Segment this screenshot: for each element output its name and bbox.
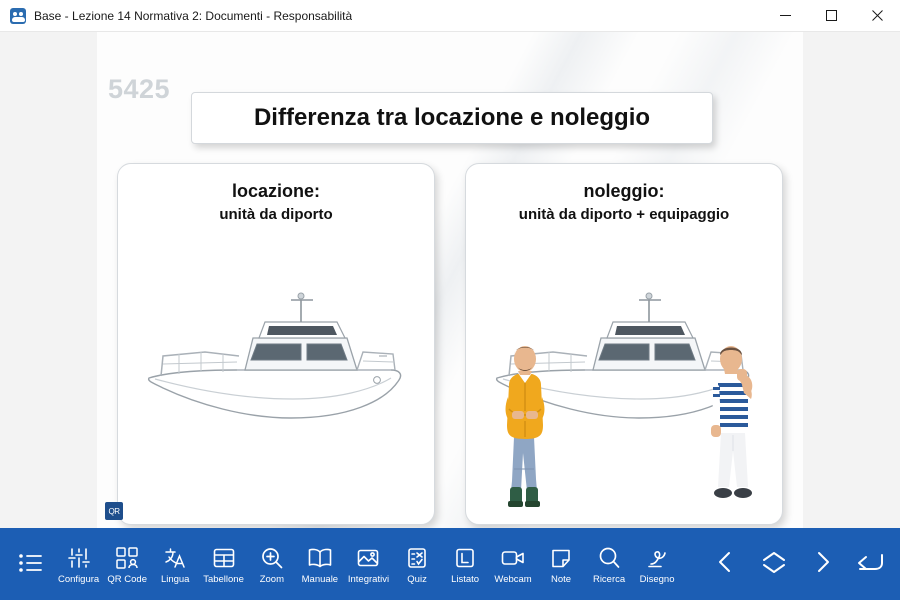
- toolbar-item-configura[interactable]: [54, 532, 103, 596]
- toolbar-item-menu[interactable]: [6, 532, 54, 596]
- person-yellow-jacket: [496, 341, 554, 518]
- pen-icon: [645, 544, 669, 572]
- toolbar-item-quiz[interactable]: [393, 532, 441, 596]
- return-arrow-icon: [855, 549, 885, 580]
- title-bar-left: [0, 8, 762, 24]
- toolbar-item-webcam[interactable]: [489, 532, 537, 596]
- toolbar-label: Lingua: [160, 573, 190, 585]
- page-title: Differenza tra locazione e noleggio: [253, 104, 651, 131]
- note-icon: [549, 544, 573, 572]
- toolbar-item-listato[interactable]: [441, 532, 489, 596]
- title-bar: [0, 0, 900, 32]
- toolbar-item-note[interactable]: [537, 532, 585, 596]
- book-icon: [307, 544, 333, 572]
- slide-canvas[interactable]: [97, 32, 803, 528]
- qr-code-icon: [115, 544, 139, 572]
- chevron-left-icon: [713, 549, 739, 580]
- toolbar-item-zoom[interactable]: [248, 532, 296, 596]
- toolbar-label: Ricerca: [592, 573, 626, 585]
- panel-subtitle: unità da diporto + equipaggio: [518, 205, 730, 223]
- maximize-icon[interactable]: [808, 0, 854, 32]
- webcam-icon: [500, 544, 526, 572]
- panel-artwork: [118, 260, 434, 524]
- toolbar-item-qr-code[interactable]: [103, 532, 151, 596]
- image-icon: [356, 544, 380, 572]
- magnifier-plus-icon: [260, 544, 284, 572]
- panel-noleggio[interactable]: [465, 163, 783, 525]
- back-button[interactable]: [846, 532, 894, 596]
- grid-icon: [212, 544, 236, 572]
- toolbar-item-integrativi[interactable]: [344, 532, 393, 596]
- toolbar-item-ricerca[interactable]: [585, 532, 633, 596]
- toolbar-label: Integrativi: [347, 573, 390, 585]
- bottom-toolbar: [0, 528, 900, 600]
- slide-stage: [0, 32, 900, 528]
- minimize-icon[interactable]: [762, 0, 808, 32]
- toolbar-item-disegno[interactable]: [633, 532, 681, 596]
- panels-container: [97, 163, 803, 525]
- listing-icon: [453, 544, 477, 572]
- toolbar-label: Disegno: [639, 573, 675, 585]
- toolbar-label: Listato: [451, 573, 480, 585]
- translate-icon: [163, 544, 187, 572]
- close-icon[interactable]: [854, 0, 900, 32]
- panel-artwork: [466, 260, 782, 524]
- panel-locazione[interactable]: [117, 163, 435, 525]
- panel-title: noleggio:: [583, 181, 665, 201]
- qr-badge-icon: QR: [105, 502, 123, 520]
- toolbar-item-tabellone[interactable]: [199, 532, 248, 596]
- person-striped-shirt: [704, 341, 762, 518]
- toolbar-label: Tabellone: [203, 573, 244, 585]
- toolbar-label: Zoom: [259, 573, 285, 585]
- toolbar-label: Manuale: [301, 573, 339, 585]
- list-menu-icon: [17, 549, 43, 577]
- toolbar-label: QR Code: [107, 573, 147, 585]
- toolbar-label: Quiz: [407, 573, 427, 585]
- panel-header: [466, 164, 782, 224]
- sliders-icon: [67, 544, 91, 572]
- boat-illustration: [141, 286, 411, 441]
- slide-title-card: [191, 92, 713, 144]
- toolbar-label: Webcam: [494, 573, 532, 585]
- slide-number: 5425: [108, 74, 171, 104]
- people-icon: [10, 8, 26, 24]
- search-icon: [597, 544, 621, 572]
- next-slide-button[interactable]: [798, 532, 846, 596]
- window-title: Base - Lezione 14 Normativa 2: Documenti - Responsabilità: [34, 8, 353, 23]
- toolbar-item-lingua[interactable]: [151, 532, 199, 596]
- toolbar-label: Configura: [58, 573, 100, 585]
- toolbar-label: Note: [551, 573, 572, 585]
- window-controls: [762, 0, 900, 32]
- panel-subtitle: unità da diporto: [219, 205, 333, 223]
- previous-slide-button[interactable]: [702, 532, 750, 596]
- updown-slide-button[interactable]: [750, 532, 798, 596]
- chevron-right-icon: [809, 549, 835, 580]
- toolbar-item-manuale[interactable]: [296, 532, 344, 596]
- quiz-icon: [405, 544, 429, 572]
- chevron-updown-icon: [760, 549, 788, 580]
- panel-header: [118, 164, 434, 224]
- panel-title: locazione:: [231, 181, 320, 201]
